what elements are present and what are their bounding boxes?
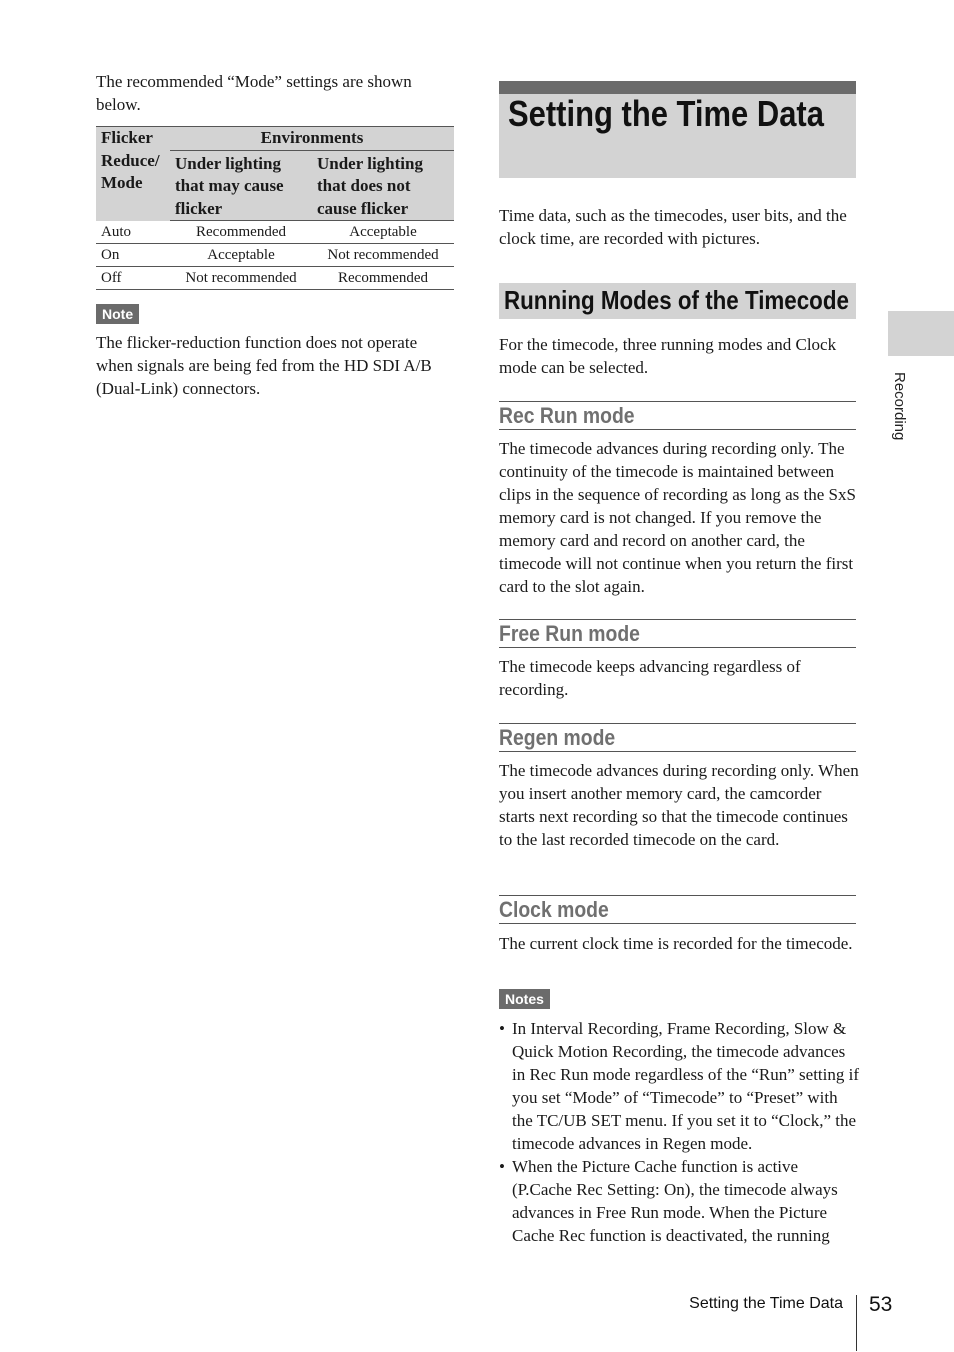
table-row <box>96 221 454 244</box>
chapter-tab <box>888 311 954 356</box>
rec-run-text: The timecode advances during recording only. The continuity of the timecode is maintained between clips in the sequence of recording as long as the SxS memory card is not changed. If you remove the memory card and record on another card, the timecode will not continue when you return the first card to the slot again. <box>499 439 856 596</box>
section-heading: Running Modes of the Timecode <box>504 285 849 315</box>
flicker-mode-table <box>96 126 454 290</box>
clock-heading-label: Clock mode <box>499 897 609 922</box>
clock-text: The current clock time is recorded for the timecode. <box>499 934 853 953</box>
footer-divider <box>856 1295 857 1351</box>
table-row <box>96 267 454 290</box>
table-cell-mode: Off <box>96 267 170 290</box>
free-run-heading <box>499 619 856 648</box>
free-run-text: The timecode keeps advancing regardless of recording. <box>499 657 801 699</box>
note-badge: Note <box>96 304 139 324</box>
regen-heading-label: Regen mode <box>499 725 616 750</box>
note-text: The flicker-reduction function does not operate when signals are being fed from the HD SDI A/B (Dual-Link) connectors. <box>96 333 432 398</box>
notes-list <box>499 1017 859 1247</box>
table-intro-text: The recommended “Mode” settings are shown below. <box>96 72 412 114</box>
table-header-flicker: Under lighting that may cause flicker <box>170 150 312 221</box>
rec-run-heading <box>499 401 856 430</box>
table-cell-flicker: Recommended <box>170 221 312 244</box>
notes-badge: Notes <box>499 989 550 1009</box>
table-cell-no-flicker: Recommended <box>312 267 454 290</box>
section-heading-banner <box>499 283 856 319</box>
clock-heading <box>499 895 856 924</box>
footer-section-title: Setting the Time Data <box>689 1295 843 1312</box>
page-title-banner <box>499 81 856 178</box>
section-intro-text: For the timecode, three running modes and Clock mode can be selected. <box>499 335 837 377</box>
free-run-heading-label: Free Run mode <box>499 621 640 646</box>
regen-heading <box>499 723 856 752</box>
page-title: Setting the Time Data <box>508 93 824 134</box>
table-cell-no-flicker: Not recommended <box>312 244 454 267</box>
table-header-no-flicker: Under lighting that does not cause flicker <box>312 150 454 221</box>
chapter-tab-label: Recording <box>891 372 908 441</box>
table-cell-mode: On <box>96 244 170 267</box>
table-corner-header: Flicker Reduce/ Mode <box>96 127 170 221</box>
rec-run-heading-label: Rec Run mode <box>499 403 635 428</box>
list-item: • In Interval Recording, Frame Recording, Slow & Quick Motion Recording, the timecode advances in Rec Run mode regardless of the “Run” setting if you set “Mode” of “Timecode” to “Preset” with the TC/UB SET menu. If you set it to “Clock,” the timecode advances in Regen mode. <box>499 1017 859 1155</box>
list-item: • When the Picture Cache function is active (P.Cache Rec Setting: On), the timecode always advances in Free Run mode. When the Picture Cache Rec function is deactivated, the running <box>499 1155 859 1247</box>
table-group-header: Environments <box>170 127 454 151</box>
table-cell-no-flicker: Acceptable <box>312 221 454 244</box>
table-cell-flicker: Acceptable <box>170 244 312 267</box>
page-number: 53 <box>869 1293 893 1316</box>
table-cell-flicker: Not recommended <box>170 267 312 290</box>
regen-text: The timecode advances during recording only. When you insert another memory card, the camcorder starts next recording so that the timecode continues to the last recorded timecode on the card. <box>499 761 859 849</box>
table-cell-mode: Auto <box>96 221 170 244</box>
table-row <box>96 244 454 267</box>
page-intro-text: Time data, such as the timecodes, user bits, and the clock time, are recorded with pictures. <box>499 206 847 248</box>
